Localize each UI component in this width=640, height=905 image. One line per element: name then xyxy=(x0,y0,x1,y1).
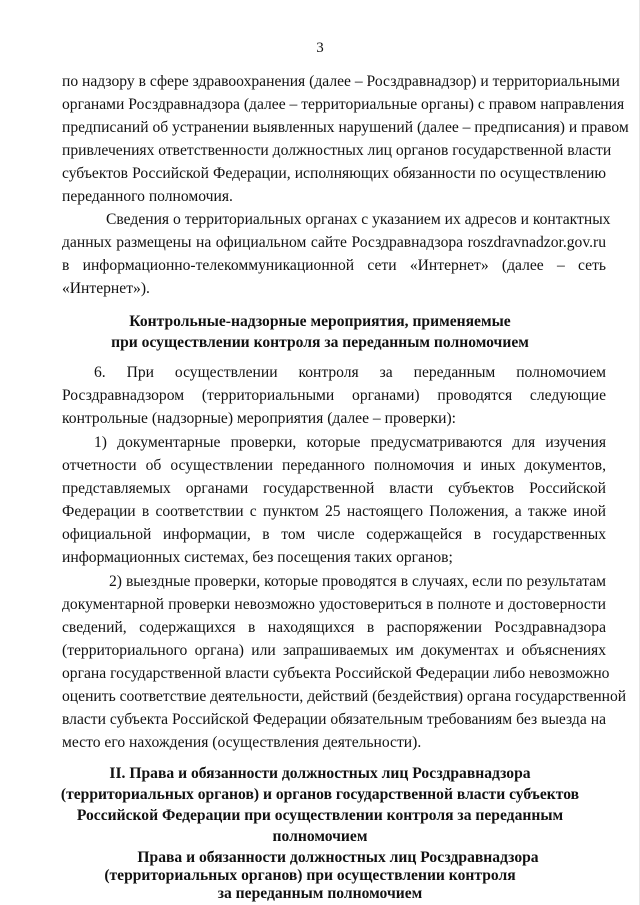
body-line: органами Росздравнадзора (далее – территориальные органы) с правом направления xyxy=(62,96,625,113)
section-heading: II. Права и обязанности должностных лиц Росздравнадзора xyxy=(109,765,531,782)
body-line: по надзору в сфере здравоохранения (далее – Росздравнадзор) и территориальными xyxy=(62,73,620,90)
subsection-heading: за переданным полномочием xyxy=(217,885,423,902)
body-line: оценить соответствие деятельности, действий (бездействия) органа государственной xyxy=(62,688,627,705)
body-line: органа государственной власти субъекта Российской Федерации либо невозможно xyxy=(62,665,610,682)
body-line: 6. При осуществлении контроля за переданным полномочием xyxy=(94,364,606,381)
body-line: в информационно-телекоммуникационной сети «Интернет» (далее – сеть xyxy=(62,257,606,274)
body-line: субъектов Российской Федерации, исполняющих обязанности по осуществлению xyxy=(62,165,606,182)
body-line: Сведения о территориальных органах с указанием их адресов и контактных xyxy=(106,211,611,228)
body-line: документарной проверки невозможно удостовериться в полноте и достоверности xyxy=(62,596,606,613)
body-line: предписаний об устранении выявленных нарушений (далее – предписания) и правом xyxy=(62,119,629,136)
body-line: Федерации в соответствии с пунктом 25 настоящего Положения, а также иной xyxy=(62,503,606,520)
body-line: представляемых органами государственной власти субъектов Российской xyxy=(62,480,606,497)
body-line: данных размещены на официальном сайте Росздравнадзора roszdravnadzor.gov.ru xyxy=(62,234,606,251)
body-line: место его нахождения (осуществления деятельности). xyxy=(62,734,422,751)
body-line: контрольные (надзорные) мероприятия (далее – проверки): xyxy=(62,410,456,427)
section-heading: при осуществлении контроля за переданным полномочием xyxy=(111,334,529,351)
page-number: 3 xyxy=(316,40,324,56)
body-line: (территориального органа) или запрашиваемых им документах и объяснениях xyxy=(62,642,606,659)
body-line: 2) выездные проверки, которые проводятся в случаях, если по результатам xyxy=(109,573,606,590)
section-heading: Российской Федерации при осуществлении контроля за переданным xyxy=(76,807,564,824)
body-line: «Интернет»). xyxy=(62,280,150,297)
body-line: информационных системах, без посещения таких органов; xyxy=(62,549,453,566)
body-line: отчетности об осуществлении переданного полномочия и иных документов, xyxy=(62,457,606,474)
subsection-heading: (территориальных органов) при осуществлении контроля xyxy=(104,867,516,884)
section-heading: Контрольные-надзорные мероприятия, применяемые xyxy=(129,313,511,330)
section-heading: полномочием xyxy=(272,828,368,845)
body-line: 1) документарные проверки, которые предусматриваются для изучения xyxy=(94,434,606,451)
body-line: официальной информации, в том числе содержащейся в государственных xyxy=(62,526,606,543)
subsection-heading: Права и обязанности должностных лиц Росздравнадзора xyxy=(137,849,539,866)
body-line: переданного полномочия. xyxy=(62,188,233,205)
body-line: власти субъекта Российской Федерации обязательным требованиям без выезда на xyxy=(62,711,606,728)
body-line: привлечениях ответственности должностных лиц органов государственной власти xyxy=(62,142,612,159)
body-line: сведений, содержащихся в находящихся в распоряжении Росздравнадзора xyxy=(62,619,606,636)
section-heading: (территориальных органов) и органов государственной власти субъектов xyxy=(60,786,580,803)
body-line: Росздравнадзором (территориальными органами) проводятся следующие xyxy=(62,387,606,404)
